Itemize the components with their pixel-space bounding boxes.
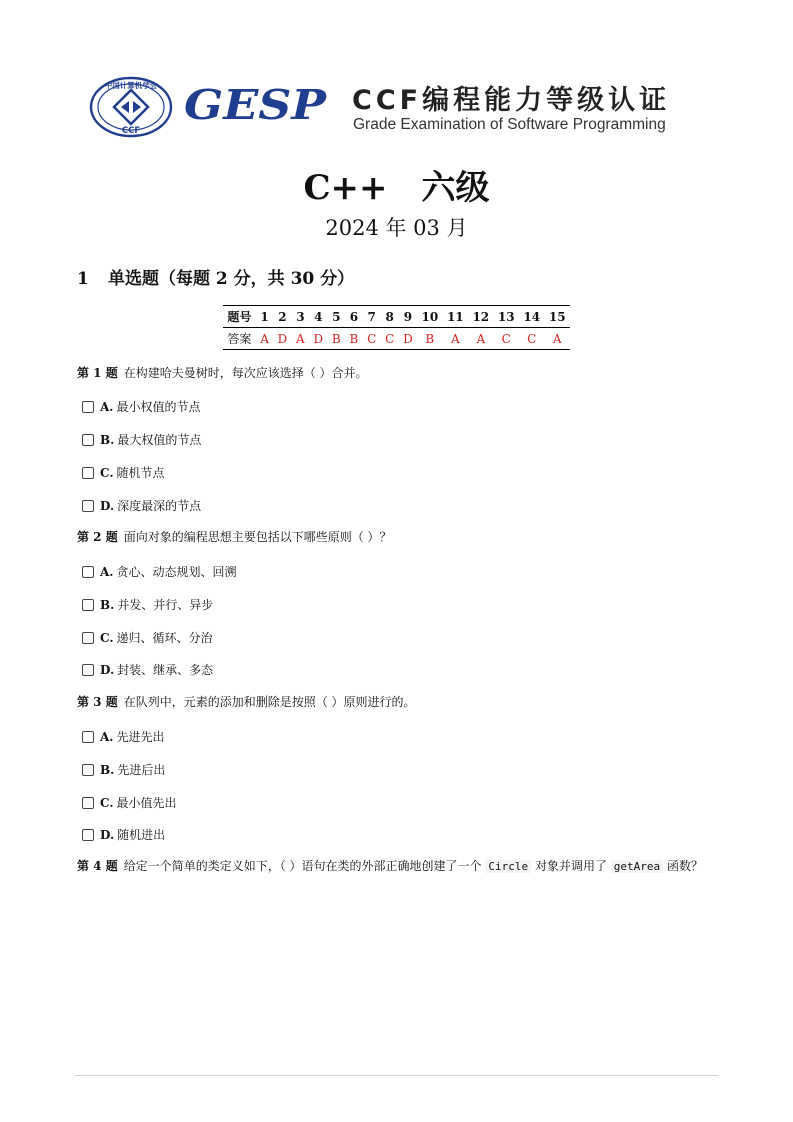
option-c[interactable]	[82, 629, 213, 646]
question-number: 8	[381, 306, 399, 328]
option-text: 贪心、动态规划、回溯	[116, 565, 237, 579]
checkbox-icon[interactable]	[82, 599, 94, 611]
answer-cell: B	[425, 331, 435, 346]
option-letter: A.	[100, 729, 114, 744]
question-text: 对象并调用了	[534, 859, 607, 873]
brand-subtitle: Grade Examination of Software Programming	[353, 116, 666, 133]
option-text: 并发、并行、异步	[117, 598, 214, 612]
answer-cell: A	[260, 331, 269, 346]
inline-code: getArea	[611, 860, 663, 873]
answer-cell: A	[450, 331, 460, 346]
header	[88, 76, 708, 140]
checkbox-icon[interactable]	[82, 731, 94, 743]
question-number: 7	[363, 306, 381, 328]
document-date: 2024 年 03 月	[325, 216, 468, 240]
option-text: 先进后出	[117, 763, 166, 777]
checkbox-icon[interactable]	[82, 467, 94, 479]
question-number: 15	[545, 306, 570, 328]
section-title	[77, 264, 354, 289]
question-number: 9	[399, 306, 417, 328]
question-number: 2	[273, 306, 291, 328]
option-c[interactable]	[82, 464, 165, 481]
answer-cell: D	[313, 331, 324, 346]
option-text: 随机节点	[116, 466, 165, 480]
option-letter: C.	[100, 630, 114, 645]
option-letter: D.	[100, 662, 115, 677]
option-letter: B.	[100, 762, 115, 777]
question-text: 在队列中，元素的添加和删除是按照（ ）原则进行的。	[123, 695, 416, 709]
question-stem	[77, 526, 713, 548]
option-text: 先进先出	[116, 730, 165, 744]
answer-cell: B	[331, 331, 341, 346]
section-heading: 单选题（每题 2 分，共 30 分）	[108, 269, 355, 289]
option-text: 随机进出	[117, 828, 166, 842]
answer-row-label: 答案	[227, 332, 252, 346]
gesp-logo-text: GESP	[184, 84, 328, 128]
question-stem	[77, 691, 713, 713]
question-number: 12	[468, 306, 493, 328]
answer-table	[223, 305, 570, 350]
section-number: 1	[77, 269, 89, 289]
question-number: 13	[494, 306, 519, 328]
answer-cell: D	[277, 331, 288, 346]
question-number: 3	[292, 306, 309, 328]
option-letter: A.	[100, 399, 114, 414]
question-stem	[77, 362, 713, 384]
footer-divider	[75, 1075, 718, 1076]
answer-cell: D	[403, 331, 413, 346]
answer-cell: C	[527, 331, 537, 346]
option-a[interactable]	[82, 563, 237, 580]
option-text: 最小值先出	[116, 796, 177, 810]
checkbox-icon[interactable]	[82, 664, 94, 676]
answer-cell: A	[296, 331, 305, 346]
question-label: 第 1 题	[77, 366, 118, 380]
answer-cell: B	[349, 331, 359, 346]
option-letter: D.	[100, 827, 115, 842]
option-b[interactable]	[82, 761, 165, 778]
answer-cell: C	[385, 331, 395, 346]
option-letter: C.	[100, 795, 114, 810]
option-letter: B.	[100, 597, 115, 612]
question-row-label: 题号	[223, 306, 256, 328]
option-letter: C.	[100, 465, 114, 480]
option-d[interactable]	[82, 497, 201, 514]
brand-title: CCF编程能力等级认证	[352, 85, 671, 116]
question-number: 1	[256, 306, 273, 328]
gesp-logo	[182, 84, 332, 128]
option-text: 递归、循环、分治	[116, 631, 213, 645]
ccf-logo-text-top: 中国计算机学会	[104, 81, 158, 90]
option-letter: A.	[100, 564, 114, 579]
question-label: 第 4 题	[77, 859, 118, 873]
question-stem	[77, 855, 713, 878]
answer-cell: A	[552, 331, 562, 346]
option-d[interactable]	[82, 826, 165, 843]
question-text: 函数？	[666, 859, 703, 873]
question-number: 11	[443, 306, 468, 328]
option-text: 最小权值的节点	[116, 400, 201, 414]
option-d[interactable]	[82, 661, 213, 678]
option-text: 最大权值的节点	[117, 433, 202, 447]
question-number: 10	[417, 306, 442, 328]
question-number: 5	[328, 306, 346, 328]
answer-cell: C	[501, 331, 511, 346]
checkbox-icon[interactable]	[82, 829, 94, 841]
document-title: C++ 六级	[303, 168, 490, 208]
ccf-logo-text-bottom: CCF	[121, 126, 141, 136]
checkbox-icon[interactable]	[82, 566, 94, 578]
ccf-logo	[88, 76, 174, 138]
question-number: 14	[519, 306, 544, 328]
checkbox-icon[interactable]	[82, 764, 94, 776]
checkbox-icon[interactable]	[82, 401, 94, 413]
checkbox-icon[interactable]	[82, 632, 94, 644]
option-letter: D.	[100, 498, 115, 513]
question-text: 在构建哈夫曼树时，每次应该选择（ ）合并。	[123, 366, 368, 380]
answer-table-answer-row	[223, 328, 570, 350]
option-c[interactable]	[82, 794, 177, 811]
answer-table-question-row	[223, 306, 570, 328]
question-number: 6	[345, 306, 363, 328]
option-b[interactable]	[82, 596, 213, 613]
option-text: 深度最深的节点	[117, 499, 202, 513]
checkbox-icon[interactable]	[82, 434, 94, 446]
option-a[interactable]	[82, 728, 165, 745]
question-label: 第 2 题	[77, 530, 118, 544]
question-text: 给定一个简单的类定义如下，（ ）语句在类的外部正确地创建了一个	[123, 859, 482, 873]
option-letter: B.	[100, 432, 115, 447]
inline-code: Circle	[485, 860, 531, 873]
option-text: 封装、继承、多态	[117, 663, 214, 677]
option-b[interactable]	[82, 431, 201, 448]
question-number: 4	[309, 306, 327, 328]
answer-cell: C	[367, 331, 377, 346]
question-text: 面向对象的编程思想主要包括以下哪些原则（ ）？	[123, 530, 392, 544]
answer-cell: A	[476, 331, 486, 346]
question-label: 第 3 题	[77, 695, 118, 709]
option-a[interactable]	[82, 398, 201, 415]
checkbox-icon[interactable]	[82, 500, 94, 512]
checkbox-icon[interactable]	[82, 797, 94, 809]
